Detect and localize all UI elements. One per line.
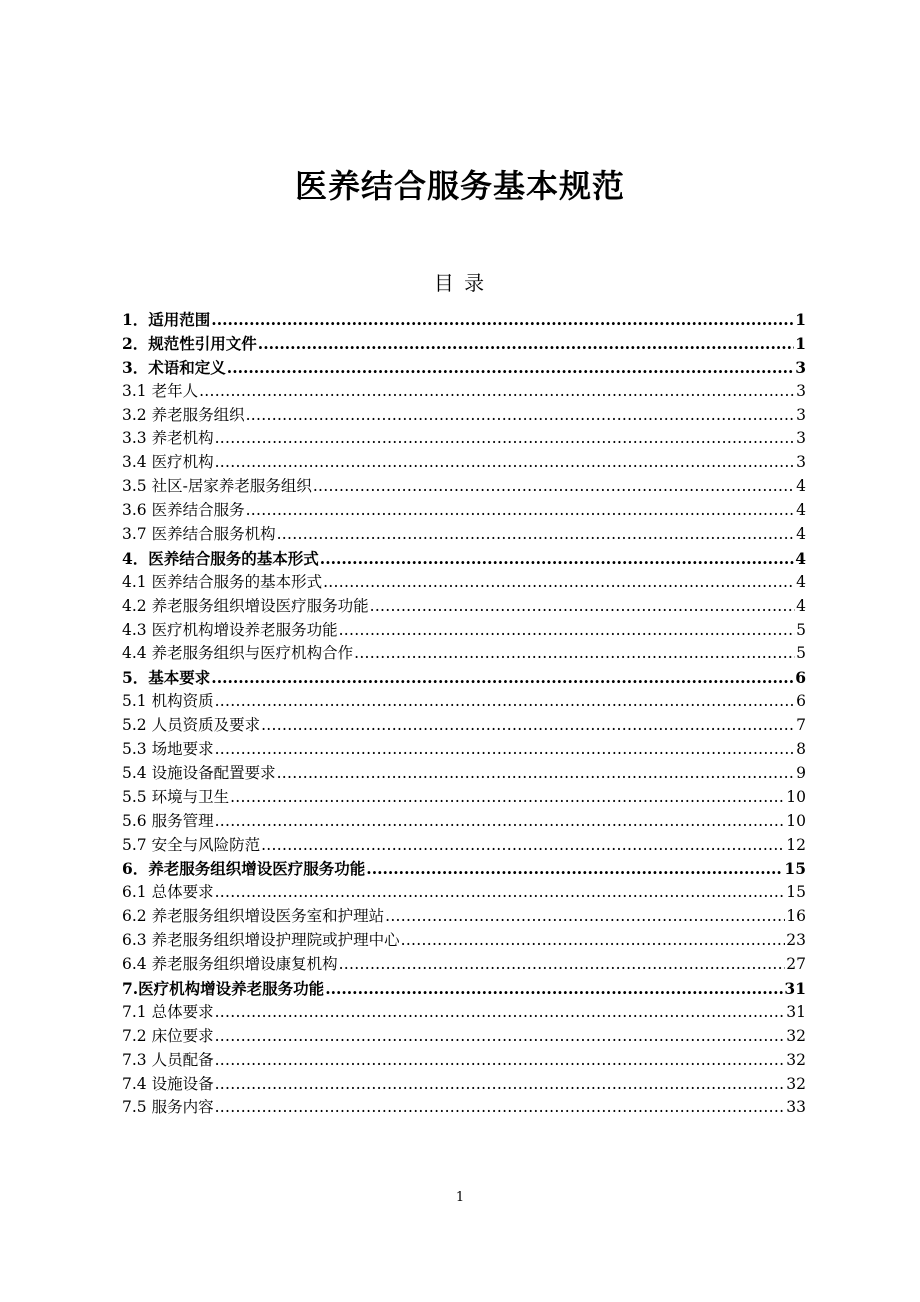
toc-entry-page: 4	[796, 477, 806, 496]
toc-entry-page: 31	[786, 1002, 806, 1021]
toc-entry-label: 4．医养结合服务的基本形式	[122, 548, 319, 568]
toc-entry-label: 7.医疗机构增设养老服务功能	[122, 978, 325, 998]
toc-subsection-entry[interactable]	[122, 619, 806, 643]
toc-entry-label: 5．基本要求	[122, 668, 211, 688]
toc-subsection-entry[interactable]	[122, 834, 806, 858]
toc-dot-leader	[246, 404, 796, 428]
toc-entry-label: 5.3 场地要求	[122, 740, 214, 759]
toc-entry-page: 4	[796, 525, 806, 544]
toc-entry-label: 6.1 总体要求	[122, 883, 214, 902]
toc-subsection-entry[interactable]	[122, 1073, 806, 1097]
toc-entry-page: 32	[786, 1050, 806, 1069]
toc-subsection-entry[interactable]	[122, 499, 806, 523]
toc-entry-page: 32	[786, 1026, 806, 1045]
toc-entry-page: 16	[786, 907, 806, 926]
toc-entry-page: 1	[795, 333, 806, 353]
toc-subsection-entry[interactable]	[122, 380, 806, 404]
toc-subsection-entry[interactable]	[122, 1001, 806, 1025]
toc-subsection-entry[interactable]	[122, 690, 806, 714]
toc-subsection-entry[interactable]	[122, 642, 806, 666]
toc-entry-page: 15	[786, 883, 806, 902]
toc-dot-leader	[277, 762, 796, 786]
table-of-contents	[122, 308, 806, 1120]
toc-entry-label: 7.2 床位要求	[122, 1026, 214, 1045]
toc-entry-page: 3	[795, 357, 806, 377]
toc-entry-label: 5.7 安全与风险防范	[122, 835, 261, 854]
toc-entry-label: 1．适用范围	[122, 310, 211, 329]
toc-dot-leader	[215, 451, 796, 475]
toc-entry-page: 4	[796, 501, 806, 520]
toc-entry-label: 4.2 养老服务组织增设医疗服务功能	[122, 596, 369, 615]
toc-dot-leader	[339, 619, 796, 643]
toc-entry-label: 4.1 医养结合服务的基本形式	[122, 572, 323, 591]
toc-entry-label: 7.5 服务内容	[122, 1098, 214, 1117]
toc-entry-label: 5.5 环境与卫生	[122, 787, 230, 806]
toc-entry-page: 1	[795, 310, 806, 329]
toc-subsection-entry[interactable]	[122, 427, 806, 451]
toc-dot-leader	[323, 571, 795, 595]
toc-dot-leader	[215, 690, 796, 714]
toc-entry-label: 3.4 医疗机构	[122, 453, 214, 472]
toc-entry-label: 7.1 总体要求	[122, 1002, 214, 1021]
toc-entry-page: 3	[796, 405, 806, 424]
toc-subsection-entry[interactable]	[122, 905, 806, 929]
toc-dot-leader	[401, 929, 786, 953]
toc-entry-page: 10	[786, 811, 806, 830]
toc-entry-page: 4	[795, 548, 806, 568]
toc-section-entry[interactable]	[122, 977, 806, 1001]
toc-subsection-entry[interactable]	[122, 714, 806, 738]
toc-subsection-entry[interactable]	[122, 404, 806, 428]
toc-entry-page: 3	[796, 429, 806, 448]
toc-section-entry[interactable]	[122, 547, 806, 571]
toc-dot-leader	[211, 308, 794, 332]
toc-subsection-entry[interactable]	[122, 571, 806, 595]
toc-dot-leader	[215, 810, 786, 834]
toc-entry-label: 5.6 服务管理	[122, 811, 214, 830]
toc-dot-leader	[277, 523, 796, 547]
toc-entry-label: 5.2 人员资质及要求	[122, 716, 261, 735]
toc-entry-page: 15	[784, 859, 806, 879]
toc-dot-leader	[230, 786, 785, 810]
toc-subsection-entry[interactable]	[122, 1049, 806, 1073]
toc-dot-leader	[227, 356, 794, 380]
toc-dot-leader	[246, 499, 796, 523]
toc-entry-label: 6.2 养老服务组织增设医务室和护理站	[122, 907, 385, 926]
toc-entry-label: 5.4 设施设备配置要求	[122, 763, 276, 782]
toc-entry-page: 6	[796, 692, 806, 711]
toc-entry-page: 9	[796, 763, 806, 782]
toc-subsection-entry[interactable]	[122, 523, 806, 547]
toc-section-entry[interactable]	[122, 356, 806, 380]
toc-entry-page: 10	[786, 787, 806, 806]
toc-dot-leader	[215, 1025, 786, 1049]
toc-subsection-entry[interactable]	[122, 762, 806, 786]
toc-entry-label: 6.3 养老服务组织增设护理院或护理中心	[122, 931, 400, 950]
toc-entry-page: 8	[796, 740, 806, 759]
toc-entry-page: 6	[795, 668, 806, 688]
toc-subsection-entry[interactable]	[122, 451, 806, 475]
document-title: 医养结合服务基本规范	[294, 167, 625, 205]
toc-entry-label: 6．养老服务组织增设医疗服务功能	[122, 859, 366, 879]
toc-entry-page: 12	[786, 835, 806, 854]
toc-entry-page: 31	[784, 978, 806, 998]
toc-section-entry[interactable]	[122, 308, 806, 332]
toc-dot-leader	[366, 857, 783, 881]
toc-subsection-entry[interactable]	[122, 738, 806, 762]
toc-dot-leader	[385, 905, 785, 929]
toc-dot-leader	[261, 834, 785, 858]
toc-entry-label: 7.3 人员配备	[122, 1050, 214, 1069]
toc-entry-page: 4	[796, 596, 806, 615]
toc-entry-label: 3.5 社区-居家养老服务组织	[122, 477, 312, 496]
toc-entry-label: 3.1 老年人	[122, 381, 199, 400]
toc-dot-leader	[215, 881, 786, 905]
toc-subsection-entry[interactable]	[122, 1025, 806, 1049]
toc-subsection-entry[interactable]	[122, 929, 806, 953]
toc-entry-label: 3．术语和定义	[122, 357, 226, 377]
toc-section-entry[interactable]	[122, 332, 806, 356]
toc-entry-label: 3.6 医养结合服务	[122, 501, 245, 520]
toc-entry-page: 3	[796, 381, 806, 400]
toc-subsection-entry[interactable]	[122, 475, 806, 499]
toc-entry-page: 4	[796, 572, 806, 591]
toc-dot-leader	[215, 1073, 786, 1097]
toc-subsection-entry[interactable]	[122, 881, 806, 905]
toc-entry-label: 4.3 医疗机构增设养老服务功能	[122, 620, 338, 639]
toc-dot-leader	[339, 953, 786, 977]
toc-dot-leader	[313, 475, 795, 499]
toc-entry-page: 3	[796, 453, 806, 472]
toc-entry-label: 3.2 养老服务组织	[122, 405, 245, 424]
toc-subsection-entry[interactable]	[122, 953, 806, 977]
toc-dot-leader	[215, 1001, 786, 1025]
toc-dot-leader	[258, 332, 794, 356]
toc-dot-leader	[325, 977, 783, 1001]
toc-entry-page: 33	[786, 1098, 806, 1117]
toc-dot-leader	[215, 427, 796, 451]
toc-dot-leader	[199, 380, 795, 404]
toc-entry-label: 3.7 医养结合服务机构	[122, 525, 276, 544]
toc-entry-label: 2．规范性引用文件	[122, 333, 257, 353]
toc-entry-page: 5	[796, 644, 806, 663]
toc-section-entry[interactable]	[122, 857, 806, 881]
toc-entry-page: 27	[786, 955, 806, 974]
toc-subsection-entry[interactable]	[122, 786, 806, 810]
toc-dot-leader	[215, 1096, 786, 1120]
toc-dot-leader	[215, 1049, 786, 1073]
toc-entry-label: 4.4 养老服务组织与医疗机构合作	[122, 644, 354, 663]
toc-entry-label: 3.3 养老机构	[122, 429, 214, 448]
toc-dot-leader	[320, 547, 794, 571]
page-number: 1	[455, 1190, 465, 1205]
toc-dot-leader	[215, 738, 796, 762]
toc-entry-page: 5	[796, 620, 806, 639]
toc-dot-leader	[261, 714, 795, 738]
toc-entry-label: 6.4 养老服务组织增设康复机构	[122, 955, 338, 974]
toc-heading: 目 录	[433, 271, 487, 295]
toc-dot-leader	[354, 642, 795, 666]
toc-entry-page: 7	[796, 716, 806, 735]
toc-entry-label: 7.4 设施设备	[122, 1074, 214, 1093]
toc-subsection-entry[interactable]	[122, 810, 806, 834]
toc-subsection-entry[interactable]	[122, 1096, 806, 1120]
toc-entry-label: 5.1 机构资质	[122, 692, 214, 711]
toc-dot-leader	[211, 666, 794, 690]
toc-subsection-entry[interactable]	[122, 595, 806, 619]
toc-entry-page: 32	[786, 1074, 806, 1093]
toc-entry-page: 23	[786, 931, 806, 950]
toc-dot-leader	[370, 595, 796, 619]
toc-section-entry[interactable]	[122, 666, 806, 690]
